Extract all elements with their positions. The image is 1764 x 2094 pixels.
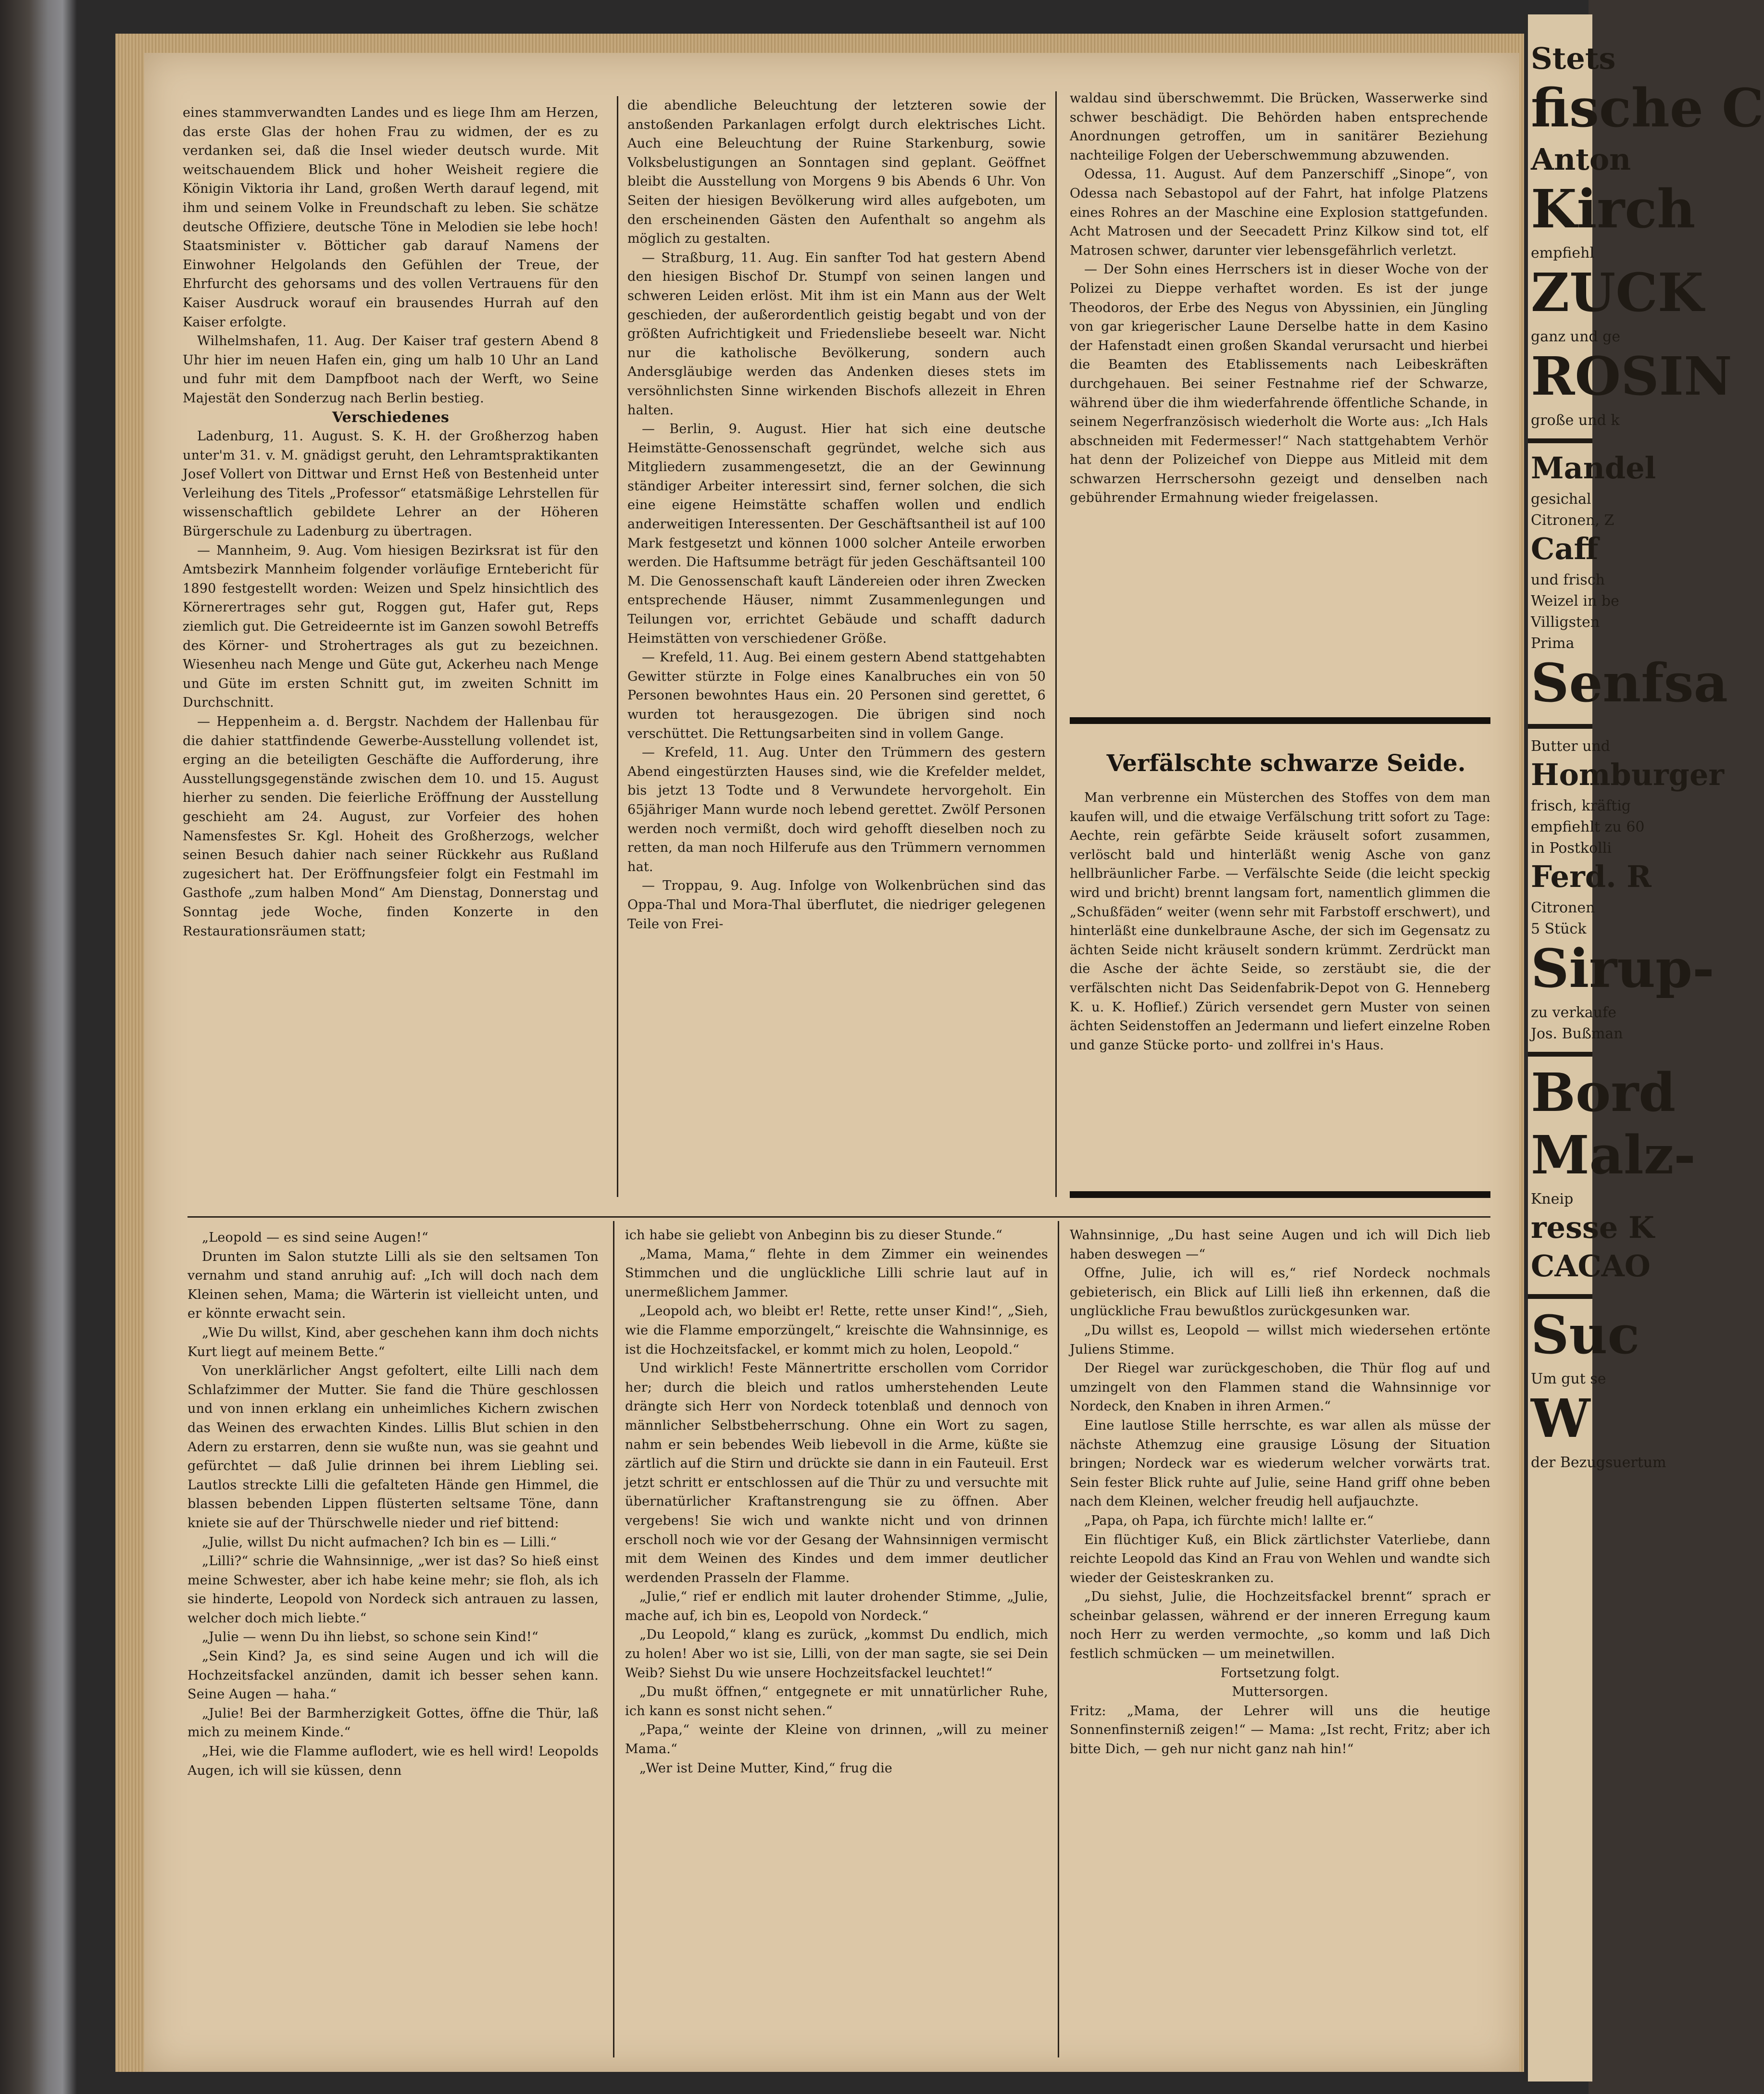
paragraph: „Leopold ach, wo bleibt er! Rette, rette unser Kind!“, „Sieh, wie die Flamme emporzüngelt,“ kreischte die Wahnsinnige, es ist die Hochzeitsfackel, er kommt mich zu holen, Leopold.“ — [625, 1304, 1048, 1357]
ad-paragraph: Man verbrenne ein Müsterchen des Stoffes von dem man kaufen will, und die etwaige Verfälschung tritt sofort zu Tage: Aechte, rein gefärbte Seide kräuselt sofort zusammen, verlöscht bald und hinterläßt wenig Asche von ganz hellbräunlicher Farbe. — Verfälschte Seide (die leicht speckig wird und bricht) brennt langsam fort, namentlich glimmen die „Schußfäden“ weiter (wenn sehr mit Farbstoff erschwert), und hinterläßt eine dunkelbraune Asche, der sich im Gegensatz zu ächten Seide nicht kräuselt sondern krümmt. Zerdrückt man die Asche der ächte Seide, so zerstäubt sie, die der verfälschten nicht Das Seidenfabrik-Depot von G. Henneberg K. u. K. Hoflief.) Zürich versendet gern Muster von seinen ächten Seidenstoffen an Jedermann und liefert einzelne Roben und ganze Stücke porto- und zollfrei in's Haus. — [1070, 790, 1490, 1053]
section-divider — [188, 1216, 1490, 1218]
column-bottom-left — [188, 1228, 599, 1780]
column-rule — [617, 96, 618, 1197]
ad-bottom-rule — [1070, 1191, 1490, 1198]
column-rule — [1055, 91, 1057, 1197]
paragraph: „Julie, willst Du nicht aufmachen? Ich bin es — Lilli.“ — [202, 1534, 557, 1550]
column-top-left — [183, 103, 599, 941]
paragraph: „Papa,“ weinte der Kleine von drinnen, „will zu meiner Mama.“ — [625, 1722, 1048, 1757]
neighbor-fragment: fische C — [1531, 77, 1764, 139]
paragraph: die abendliche Beleuchtung der letzteren sowie der anstoßenden Parkanlagen erfolgt durch elektrisches Licht. Auch eine Beleuchtung der Ruine Starkenburg, sowie Volksbelustigungen an Sonntagen sind geplant. Geöffnet bleibt die Ausstellung von Morgens 9 bis Abends 6 Uhr. Von Seiten der hiesigen Bevölkerung wird alles aufgeboten, um den erscheinenden Gästen den Aufenthalt so angehm als möglich zu gestalten. — [627, 98, 1046, 247]
paragraph: Der Riegel war zurückgeschoben, die Thür flog auf und umzingelt von den Flammen stand die Wahnsinnige vor Nordeck, den Knaben in ihren Armen.“ — [1070, 1361, 1490, 1414]
neighbor-fragment: Jos. Bußman — [1531, 1025, 1623, 1042]
paragraph: Wahnsinnige, „Du hast seine Augen und ich will Dich lieb haben deswegen —“ — [1070, 1228, 1490, 1262]
paragraph: Wilhelmshafen, 11. Aug. Der Kaiser traf gestern Abend 8 Uhr hier im neuen Hafen ein, ging um halb 10 Uhr an Land und fuhr mit dem Dampfboot nach der Werft, wo Seine Majestät den Sonderzug nach Berlin bestieg. — [183, 334, 599, 406]
neighbor-fragment: Homburger — [1531, 757, 1725, 792]
paragraph: Von unerklärlicher Angst gefoltert, eilte Lilli nach dem Schlafzimmer der Mutter. Sie fand die Thüre geschlossen und von innen erklang ein unheimliches Kichern zwischen das Weinen des erwachten Kindes. Lillis Blut schien in den Adern zu erstarren, denn sie wußte nun, was sie geahnt und gefürchtet — daß Julie drinnen bei ihrem Liebling sei. Lautlos streckte Lilli die gefalteten Hände gen Himmel, die blassen bebenden Lippen flüsterten seltsame Töne, dann kniete sie auf der Thürschwelle nieder und rief bittend: — [188, 1363, 599, 1531]
neighbor-fragment: Citronen, Z — [1531, 512, 1614, 529]
paragraph: Ladenburg, 11. August. S. K. H. der Großherzog haben unter'm 31. v. M. gnädigst geruht, den Lehramtspraktikanten Josef Vollert von Dittwar und Ernst Heß von Bestenheid unter Verleihung des Titels „Professor“ etatsmäßige Lehrstellen für wissenschaftlich gebildete Lehrer an der Höheren Bürgerschule zu Ladenburg zu übertragen. — [183, 429, 599, 539]
neighbor-fragment: ROSIN — [1531, 345, 1732, 407]
neighbor-fragment: Um gut se — [1531, 1371, 1606, 1387]
paragraph: „Du mußt öffnen,“ entgegnete er mit unnatürlicher Ruhe, ich kann es sonst nicht sehen.“ — [625, 1684, 1048, 1719]
neighbor-fragment: der Bezugsuertum — [1531, 1454, 1666, 1471]
neighbor-fragment: frisch, kräftig — [1531, 798, 1631, 814]
neighbor-fragment: Caff — [1531, 531, 1599, 566]
neighbor-page-ads — [1524, 14, 1764, 2082]
paragraph: — Der Sohn eines Herrschers ist in dieser Woche von der Polizei zu Dieppe verhaftet worden. Es ist der junge Theodoros, der Erbe des Negus von Abyssinien, ein Jüngling von gar kriegerischer Laune Derselbe hatte in dem Kasino der Hafenstadt einen großen Skandal verursacht und hierbei die Beamten des Etablissements nach Leibeskräften durchgehauen. Bei seiner Festnahme rief der Schwarze, während über die ihm wiederfahrende öffentliche Schande, in seinem Negerfranzösisch wiederholt die Worte aus: „Ich Hals abschneiden mit Federmesser!“ Nach stattgehabtem Verhör hat denn der Polizeichef von Dieppe aus Mitleid mit dem schwarzen Herrschersohn gezeigt und denselben nach gebührender Ermahnung wieder freigelassen. — [1070, 262, 1488, 506]
ad-title: Verfälschte schwarze Seide. — [1106, 750, 1466, 777]
neighbor-fragment: Citronen — [1531, 899, 1595, 916]
paragraph: „Du Leopold,“ klang es zurück, „kommst Du endlich, mich zu holen! Aber wo ist sie, Lilli, von der man sagte, sie sei Dein Weib? Siehst Du wie unsere Hochzeitsfackel leuchtet!“ — [625, 1627, 1048, 1681]
paragraph: Ein flüchtiger Kuß, ein Blick zärtlichster Vaterliebe, dann reichte Leopold das Kind an Frau von Wehlen und wandte sich wieder der Geisteskranken zu. — [1070, 1532, 1490, 1585]
paragraph: „Julie! Bei der Barmherzigkeit Gottes, öffne die Thür, laß mich zu meinem Kinde.“ — [188, 1706, 599, 1740]
neighbor-fragment: Ferd. R — [1531, 859, 1651, 894]
column-top-middle — [627, 96, 1046, 934]
paragraph: Und wirklich! Feste Männertritte erschollen vom Corridor her; durch die bleich und ratlos umherstehenden Leute drängte sich Herr von Nordeck totenblaß und dennoch von männlicher Selbstbeherrschung. Ohne ein Wort zu sagen, nahm er sein bebendes Weib liebevoll in die Arme, küßte sie zärtlich auf die Stirn und drückte sie dann in ein Fauteuil. Erst jetzt schritt er entschlossen auf die Thür zu und versuchte mit übernatürlicher Kraftanstrengung sie zu öffnen. Aber vergebens! Sie wich und wankte nicht und von drinnen erscholl noch wie vor der Gesang der Wahnsinnigen vermischt mit dem Weinen des Kindes und dem immer deutlicher werdenden Prasseln der Flamme. — [625, 1361, 1048, 1585]
neighbor-fragment: Mandel — [1531, 450, 1656, 486]
neighbor-fragment: 5 Stück — [1531, 921, 1587, 937]
paragraph: Odessa, 11. August. Auf dem Panzerschiff „Sinope“, von Odessa nach Sebastopol auf der Fahrt, hat infolge Platzens eines Rohres an der Maschine eine Explosion stattgefunden. Acht Matrosen und der Seecadett Prinz Kilkow sind tot, elf Matrosen schwer, darunter vier lebensgefährlich verletzt. — [1070, 167, 1488, 258]
neighbor-fragment: zu verkaufe — [1531, 1004, 1616, 1021]
paragraph: „Lilli?“ schrie die Wahnsinnige, „wer ist das? So hieß einst meine Schwester, aber ich habe keine mehr; sie floh, als ich sie hinderte, Leopold von Nordeck sich antrauen zu lassen, welcher doch mich liebte.“ — [188, 1554, 599, 1626]
section-heading: Verschiedenes — [332, 409, 450, 426]
neighbor-fragment: Anton — [1531, 142, 1631, 177]
neighbor-fragment: W — [1531, 1387, 1590, 1449]
neighbor-fragment: große und k — [1531, 412, 1620, 429]
neighbor-fragment: in Postkolli — [1531, 840, 1612, 857]
neighbor-fragment: Stets — [1531, 41, 1616, 76]
paragraph: — Heppenheim a. d. Bergstr. Nachdem der Hallenbau für die dahier stattfindende Gewerbe-Ausstellung vollendet ist, erging an die beteiligten Geschäfte die Aufforderung, ihre Ausstellungsgegenstände zwischen dem 10. und 15. August hierher zu senden. Die feierliche Eröffnung der Ausstellung geschieht am 24. August, zur Vorfeier des hohen Namensfestes Sr. Kgl. Hoheit des Großherzogs, welcher seinen Besuch dahier nach seiner Rückkehr aus Rußland zugesichert hat. Der Eröffnungsfeier folgt ein Festmahl im Gasthofe „zum halben Mond“ Am Dienstag, Donnerstag und Sonntag jede Woche, finden Konzerte in den Restaurationsräumen statt; — [183, 714, 599, 939]
paragraph: Fritz: „Mama, der Lehrer will uns die heutige Sonnenfinsterniß zeigen!“ — Mama: „Ist recht, Fritz; aber ich bitte Dich, — geh nur nicht ganz nah hin!“ — [1070, 1703, 1490, 1757]
neighbor-fragment: Suc — [1531, 1304, 1640, 1366]
paragraph: Fortsetzung folgt. — [1220, 1665, 1340, 1681]
paragraph: ich habe sie geliebt von Anbeginn bis zu dieser Stunde.“ — [625, 1228, 1002, 1243]
paragraph: — Berlin, 9. August. Hier hat sich eine deutsche Heimstätte-Genossenschaft gegründet, welche sich aus Mitgliedern zusammengesetzt, die an der Gewinnung ständiger Arbeiter interessirt sind, ferner solchen, die sich eine eigene Heimstätte schaffen wollen und endlich anderweitigen Interessenten. Der Geschäftsantheil ist auf 100 Mark festgesetzt und können 1000 solcher Anteile erworben werden. Die Haftsumme beträgt für jeden Geschäftsanteil 100 M. Die Genossenschaft kauft Ländereien oder ihren Zwecken entsprechende Häuser, nimmt Zusammenlegungen und Teilungen vor, errichtet Gebäude und schafft dadurch Heimstätten von verschiedener Größe. — [627, 422, 1046, 646]
paragraph: Eine lautlose Stille herrschte, es war allen als müsse der nächste Athemzug eine grausige Lösung der Situation bringen; Nordeck war es wiederum welcher vorwärts trat. Sein fester Blick ruhte auf Julie, seine Hand griff ohne beben nach dem Kleinen, welcher freudig hell aufjauchzte. — [1070, 1418, 1490, 1509]
neighbor-fragment: Senfsa — [1531, 652, 1728, 714]
paragraph: eines stammverwandten Landes und es liege Ihm am Herzen, das erste Glas der hohen Frau zu widmen, der es zu verdanken sei, daß die Insel wieder deutsch wurde. Mit weitschauendem Blick und hoher Weisheit regiere die Königin Viktoria ihr Land, großen Werth darauf legend, mit ihm und seinem Volke in Freundschaft zu leben. Sie schätze deutsche Offiziere, deutsche Töne in Melodien sie lebe hoch! Staatsminister v. Bötticher gab darauf Namens der Einwohner Helgolands den Gefühlen der Treue, der Ehrfurcht des gehorsams und des vollen Vertrauens für den Kaiser Ausdruck worauf ein brausendes Hurrah auf den Kaiser erfolgte. — [183, 105, 599, 330]
neighbor-rule — [1528, 438, 1592, 443]
paragraph: „Leopold — es sind seine Augen!“ — [202, 1230, 428, 1245]
neighbor-rule — [1528, 724, 1592, 729]
paragraph: Muttersorgen. — [1232, 1684, 1328, 1700]
paragraph: „Hei, wie die Flamme auflodert, wie es hell wird! Leopolds Augen, ich will sie küssen, denn — [188, 1744, 599, 1778]
paragraph: „Sein Kind? Ja, es sind seine Augen und ich will die Hochzeitsfackel anzünden, damit ich besser sehen kann. Seine Augen — haha.“ — [188, 1649, 599, 1702]
paragraph: waldau sind überschwemmt. Die Brücken, Wasserwerke sind schwer beschädigt. Die Behörden haben entsprechende Anordnungen getroffen, um in sanitärer Beziehung nachteilige Folgen der Ueberschwemmung abzuwenden. — [1070, 91, 1488, 163]
neighbor-fragment: empfiehlt zu 60 — [1531, 819, 1645, 835]
neighbor-fragment: Villigsten — [1531, 614, 1600, 631]
paragraph: — Krefeld, 11. Aug. Bei einem gestern Abend stattgehabten Gewitter stürzte in Folge eines Kanalbruches ein von 50 Personen bewohntes Haus ein. 20 Personen sind gerettet, 6 wurden tot herausgezogen. Die übrigen sind noch verschüttet. Die Rettungsarbeiten sind in vollem Gange. — [627, 650, 1046, 741]
paragraph: „Julie — wenn Du ihn liebst, so schone sein Kind!“ — [202, 1630, 538, 1645]
neighbor-fragment: Kirch — [1531, 178, 1696, 240]
paragraph: Offne, Julie, ich will es,“ rief Nordeck nochmals gebieterisch, ein Blick auf Lilli ließ ihn erkennen, daß die unglückliche Frau bewußtlos zurückgesunken war. — [1070, 1266, 1490, 1319]
neighbor-fragment: Prima — [1531, 635, 1575, 652]
column-rule — [613, 1221, 614, 2057]
paragraph: Drunten im Salon stutzte Lilli als sie den seltsamen Ton vernahm und stand anruhig auf: „Ich will doch nach dem Kleinen sehen, Mama; die Wärterin ist vielleicht unten, und er könnte erwacht sein. — [188, 1249, 599, 1321]
column-top-right — [1070, 89, 1488, 508]
paragraph: — Mannheim, 9. Aug. Vom hiesigen Bezirksrat ist für den Amtsbezirk Mannheim folgender vorläufige Erntebericht für 1890 festgestellt worden: Weizen und Spelz hinsichtlich des Körnerertrages sehr gut, Roggen gut, Hafer gut, Reps ziemlich gut. Die Getreideernte ist im Ganzen sowohl Betreffs des Körner- und Strohertrages als gut zu bezeichnen. Wiesenheu nach Menge und Güte gut, Ackerheu nach Menge und Güte im ersten Schnitt gut, im zweiten Schnitt im Durchschnitt. — [183, 543, 599, 710]
paragraph: „Du siehst, Julie, die Hochzeitsfackel brennt“ sprach er scheinbar gelassen, während er der inneren Erregung kaum noch Herr zu werden vermochte, „so komm und laß Dich festlich schmücken — um meinetwillen. — [1070, 1589, 1490, 1662]
neighbor-fragment: Malz- — [1531, 1124, 1696, 1186]
column-bottom-right — [1070, 1226, 1490, 1759]
paragraph: — Straßburg, 11. Aug. Ein sanfter Tod hat gestern Abend den hiesigen Bischof Dr. Stumpf von seinen langen und schweren Leiden erlöst. Mit ihm ist ein Mann aus der Welt geschieden, der außerordentlich geistig begabt und von der größten Aufrichtigkeit und Friedensliebe beseelt war. Nicht nur die katholische Bevölkerung, sondern auch Andersgläubige werden das Andenken dieses stets im versöhnlichsten Sinne wirkenden Bischofs allezeit in Ehren halten. — [627, 250, 1046, 418]
neighbor-fragment: resse K — [1531, 1210, 1654, 1245]
ad-body — [1070, 788, 1490, 1055]
paragraph: „Wer ist Deine Mutter, Kind,“ frug die — [639, 1760, 893, 1776]
paragraph: „Mama, Mama,“ flehte in dem Zimmer ein weinendes Stimmchen und die unglückliche Lilli schrie laut auf in unermeßlichem Jammer. — [625, 1246, 1048, 1300]
neighbor-fragment: CACAO — [1531, 1248, 1651, 1284]
paragraph: „Julie,“ rief er endlich mit lauter drohender Stimme, „Julie, mache auf, ich bin es, Leopold von Nordeck.“ — [625, 1589, 1048, 1623]
neighbor-fragment: Sirup- — [1531, 937, 1714, 999]
neighbor-fragment: ganz und ge — [1531, 328, 1621, 345]
neighbor-rule — [1528, 1294, 1592, 1299]
paragraph: „Papa, oh Papa, ich fürchte mich! lallte er.“ — [1084, 1513, 1374, 1528]
neighbor-fragment: gesichal — [1531, 491, 1591, 508]
neighbor-fragment: ZUCK — [1531, 262, 1704, 324]
column-bottom-middle — [625, 1226, 1048, 1778]
column-rule — [1058, 1221, 1059, 2057]
paragraph: — Krefeld, 11. Aug. Unter den Trümmern des gestern Abend eingestürzten Hauses sind, wie die Krefelder meldet, bis jetzt 13 Todte und 8 Verwundete hervorgeholt. Ein 65jähriger Mann wurde noch lebend gerettet. Zwölf Personen werden noch vermißt, doch wird gehofft dieselben noch zu retten, da man noch Hilferufe aus den Trümmern vernommen hat. — [627, 745, 1046, 874]
neighbor-fragment: und frisch — [1531, 572, 1605, 588]
paragraph: „Wie Du willst, Kind, aber geschehen kann ihm doch nichts Kurt liegt auf meinem Bette.“ — [188, 1325, 599, 1359]
ad-top-rule — [1070, 717, 1490, 724]
paragraph: — Troppau, 9. Aug. Infolge von Wolkenbrüchen sind das Oppa-Thal und Mora-Thal überflutet, die niedriger gelegenen Teile von Frei- — [627, 878, 1046, 932]
neighbor-fragment: empfiehl — [1531, 245, 1595, 262]
paragraph: „Du willst es, Leopold — willst mich wiedersehen ertönte Juliens Stimme. — [1070, 1322, 1490, 1357]
neighbor-fragment: Weizel in be — [1531, 593, 1619, 610]
neighbor-fragment: Butter und — [1531, 738, 1610, 755]
neighbor-rule — [1528, 1052, 1592, 1057]
neighbor-fragment: Bord — [1531, 1061, 1676, 1123]
neighbor-fragment: Kneip — [1531, 1191, 1574, 1208]
